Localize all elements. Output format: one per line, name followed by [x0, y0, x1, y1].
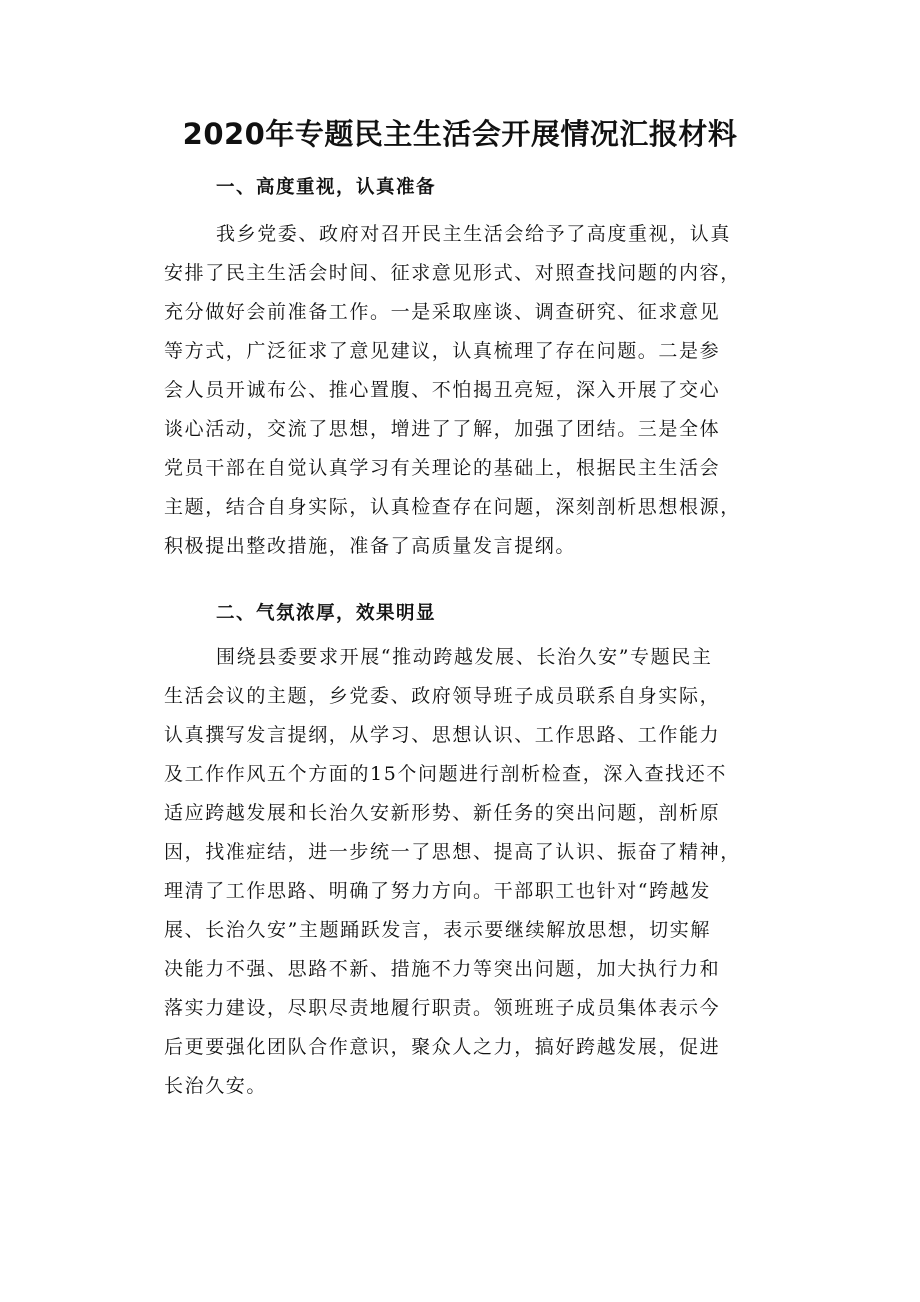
- paragraph-line: 因，找准症结，进一步统一了思想、提高了认识、振奋了精神，: [164, 841, 741, 863]
- paragraph-line: 围绕县委要求开展“推动跨越发展、长治久安”专题民主: [216, 646, 713, 668]
- paragraph-line: 长治久安。: [164, 1075, 268, 1097]
- paragraph-line: 等方式，广泛征求了意见建议，认真梳理了存在问题。二是参: [164, 340, 721, 362]
- paragraph-line: 决能力不强、思路不新、措施不力等突出问题，加大执行力和: [164, 958, 721, 980]
- paragraph-line: 及工作作风五个方面的15个问题进行剖析检查，深入查找还不: [164, 763, 727, 785]
- paragraph-line: 认真撰写发言提纲，从学习、思想认识、工作思路、工作能力: [164, 724, 721, 746]
- paragraph-line: 我乡党委、政府对召开民主生活会给予了高度重视，认真: [216, 223, 732, 245]
- paragraph-line: 主题，结合自身实际，认真检查存在问题，深刻剖析思想根源，: [164, 496, 741, 518]
- section-heading: 二、气氛浓厚，效果明显: [216, 603, 437, 624]
- paragraph-line: 充分做好会前准备工作。一是采取座谈、调查研究、征求意见: [164, 301, 721, 323]
- section-heading: 一、高度重视，认真准备: [216, 177, 437, 198]
- document-title: 2020年专题民主生活会开展情况汇报材料: [182, 117, 738, 151]
- paragraph-line: 落实力建设，尽职尽责地履行职责。领班班子成员集体表示今: [164, 997, 721, 1019]
- paragraph-line: 生活会议的主题，乡党委、政府领导班子成员联系自身实际，: [164, 685, 721, 707]
- paragraph-line: 会人员开诚布公、推心置腹、不怕揭丑亮短，深入开展了交心: [164, 379, 721, 401]
- paragraph-line: 适应跨越发展和长治久安新形势、新任务的突出问题，剖析原: [164, 802, 721, 824]
- paragraph-line: 后更要强化团队合作意识，聚众人之力，搞好跨越发展，促进: [164, 1036, 721, 1058]
- paragraph-line: 积极提出整改措施，准备了高质量发言提纲。: [164, 535, 577, 557]
- paragraph-line: 党员干部在自觉认真学习有关理论的基础上，根据民主生活会: [164, 457, 721, 479]
- paragraph-line: 安排了民主生活会时间、征求意见形式、对照查找问题的内容，: [164, 262, 741, 284]
- paragraph-line: 理清了工作思路、明确了努力方向。干部职工也针对“跨越发: [164, 880, 711, 902]
- paragraph-line: 谈心活动，交流了思想，增进了了解，加强了团结。三是全体: [164, 418, 721, 440]
- paragraph-line: 展、长治久安”主题踊跃发言，表示要继续解放思想，切实解: [164, 919, 711, 941]
